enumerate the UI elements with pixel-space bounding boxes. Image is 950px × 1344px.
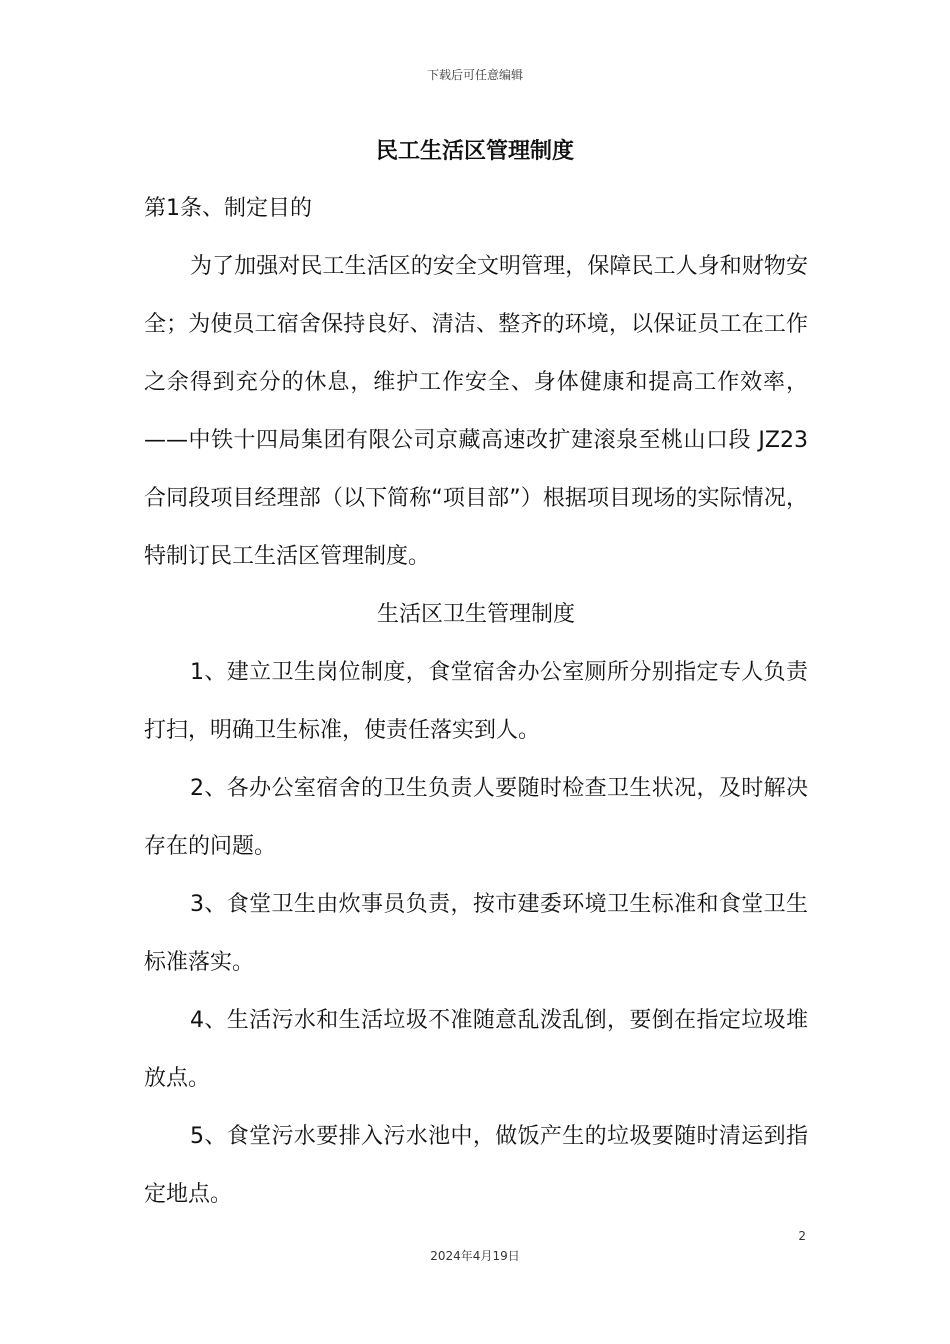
page-number: 2 [798, 1229, 806, 1243]
rule-item-5: 5、食堂污水要排入污水池中，做饭产生的垃圾要随时清运到指定地点。 [144, 1124, 808, 1207]
rule-item-1: 1、建立卫生岗位制度，食堂宿舍办公室厕所分别指定专人负责打扫，明确卫生标准，使责任落实到人。 [144, 660, 808, 743]
purpose-paragraph: 为了加强对民工生活区的安全文明管理，保障民工人身和财物安全；为使员工宿舍保持良好、清洁、整齐的环境，以保证员工在工作之余得到充分的休息，维护工作安全、身体健康和提高工作效率，——中铁十四局集团有限公司京藏高速改扩建滚泉至桃山口段 JZ23 合同段项目经理部（以下简称“项目部”）根据项目现场的实际情况，特制订民工生活区管理制度。 [144, 254, 808, 569]
document-body [144, 180, 808, 1224]
article-heading: 第1条、制定目的 [144, 196, 312, 221]
rule-item-4: 4、生活污水和生活垃圾不准随意乱泼乱倒，要倒在指定垃圾堆放点。 [144, 1008, 808, 1091]
section-heading: 生活区卫生管理制度 [376, 602, 575, 627]
document-title: 民工生活区管理制度 [375, 139, 574, 164]
rule-item-2: 2、各办公室宿舍的卫生负责人要随时检查卫生状况，及时解决存在的问题。 [144, 776, 808, 859]
header-note: 下载后可任意编辑 [426, 68, 523, 82]
rule-item-3: 3、食堂卫生由炊事员负责，按市建委环境卫生标准和食堂卫生标准落实。 [144, 892, 808, 975]
footer-date: 2024年4月19日 [430, 1249, 520, 1263]
